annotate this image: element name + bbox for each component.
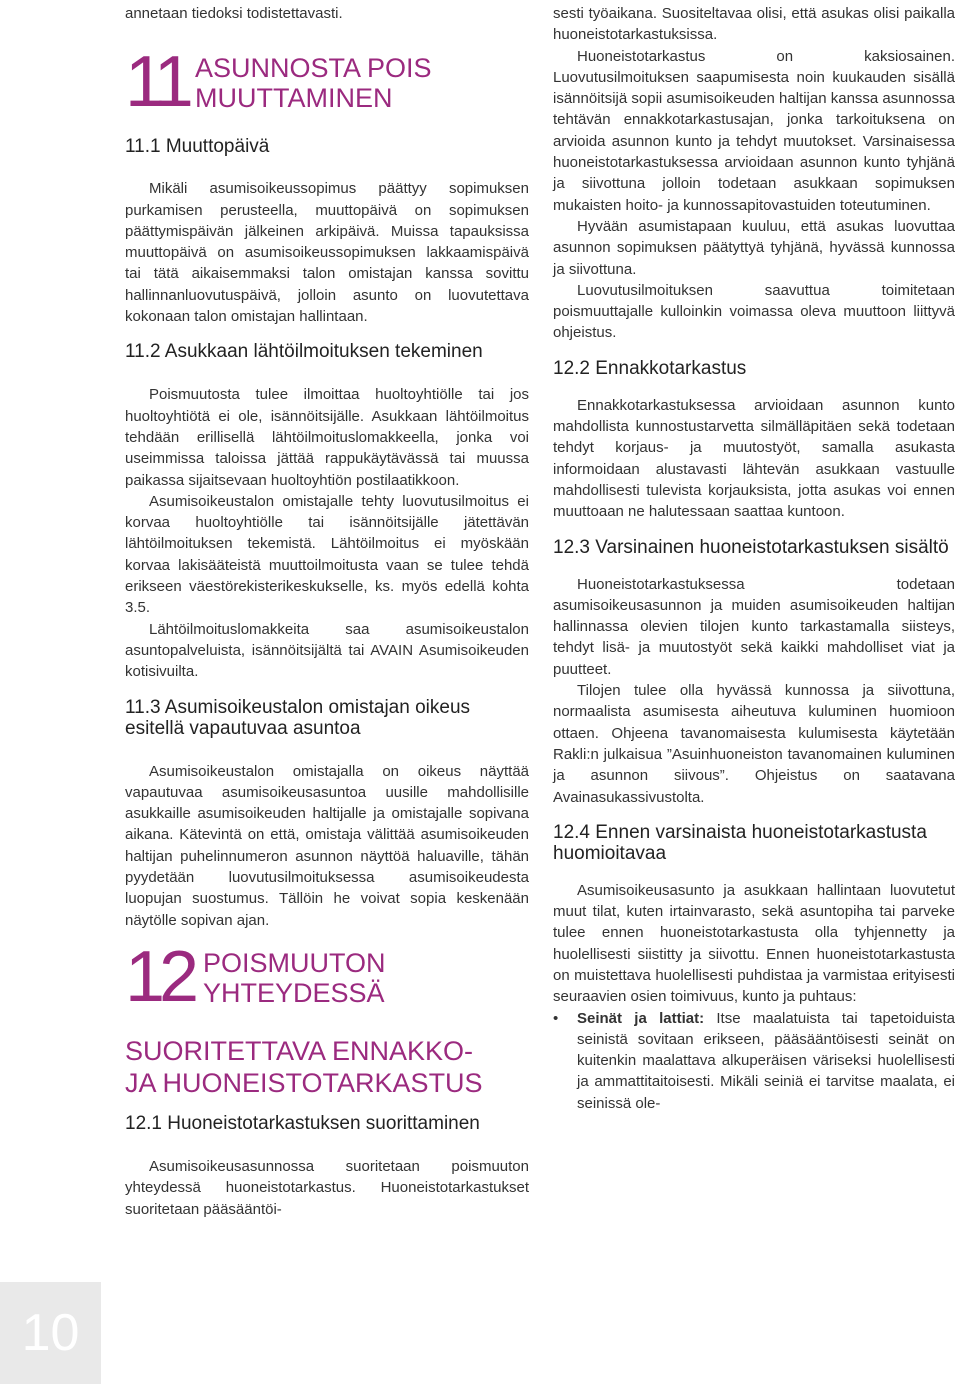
section-heading-11-3: 11.3 Asumisoikeustalon omistajan oikeus esitellä vapautuvaa asuntoa (125, 696, 471, 739)
left-column (125, 0, 529, 1220)
list-item-text: Itse maalatuista tai tapetoiduista seinistä sovitaan erikseen, pääsääntöisesti seinät on kuitenkin maalattava alkuperäisen väriseksi huolellisesti ja ammattitaitoisesti. Mikäli seiniä ei tarvitse maalata, ei seinissä ole- (577, 1009, 956, 1112)
paragraph-continued: sesti työaikana. Suositeltavaa olisi, että asukas olisi paikalla huoneistotarkastuksissa. (553, 5, 955, 44)
section-heading-11-1: 11.1 Muuttopäivä (125, 136, 270, 158)
section-heading-11-2: 11.2 Asukkaan lähtöilmoituksen tekeminen (125, 341, 483, 363)
chapter-12-heading (125, 936, 529, 1031)
section-heading-12-2: 12.2 Ennakkotarkastus (553, 357, 747, 379)
chapter-number: 12 (125, 936, 194, 1017)
intro-text: annetaan tiedoksi todistettavasti. (125, 5, 343, 22)
right-column (553, 0, 955, 1114)
section-heading-12-4: 12.4 Ennen varsinaista huoneistotarkastusta huomioitavaa (553, 821, 927, 864)
chapter-number: 11 (125, 42, 188, 123)
paragraph: Asumisoikeusasunto ja asukkaan hallintaan luovutetut muut tilat, kuten irtainvarasto, sekä asuntopiha tai parveke tulee ennen huoneistotarkastusta olla tyhjennetty ja huolellisesti siistitty ja siivottu. Ennen huoneistotarkastusta on muistettava huolellisesti puhdistaa ja varmistaa erityisesti seuraavien osien toimivuus, kunto ja puhtaus: (553, 881, 955, 1006)
paragraph: Luovutusilmoituksen saavuttua toimitetaan poismuuttajalle kulloinkin voimassa oleva muuttoon liittyvä ohjeistus. (553, 281, 955, 342)
chapter-title-line: MUUTTAMINEN (195, 83, 393, 114)
paragraph: Huoneistotarkastus on kaksiosainen. Luovutusilmoituksen saapumisesta noin kuukauden sisällä isännöitsijä sopii asumisoikeuden haltijan kanssa asunnossa tehtävän ennakkotarkastusajan, jonka tarkoituksena on arvioida asunnon kunto ja tehdyt muutokset. Varsinaisessa huoneistotarkastuksessa arvioidaan asunnon kunto tyhjänä ja siivottuna jolloin todetaan asukkaan sopimuksen mukaisten hoito- ja kunnossapitovastuiden toteutuminen. (553, 47, 955, 214)
section-heading-12-1: 12.1 Huoneistotarkastuksen suorittaminen (125, 1112, 480, 1134)
section-heading-12-3: 12.3 Varsinainen huoneistotarkastuksen sisältö (553, 536, 949, 558)
page-number: 10 (21, 1304, 80, 1362)
paragraph: Asumisoikeustalon omistajalla on oikeus näyttää vapautuvaa asumisoikeusasuntoa uusille mahdollisille asukkaille asumisoikeuden haltijalle ja omistajalle sopivana aikana. Kätevintä on että, omistaja välittää asumisoikeuden haltijan puhelinnumeron asunnon näyttöä haluaville, tähän pyydetään luovutusilmoituksessa asumisoikeudesta luopujan suostumus. Tällöin he voivat sopia keskenään näytölle sopivan ajan. (125, 762, 529, 929)
chapter-title (195, 53, 432, 113)
list-item-label: Seinät ja lattiat: (577, 1009, 705, 1027)
paragraph: Asumisoikeusasunnossa suoritetaan poismuuton yhteydessä huoneistotarkastus. Huoneistotarkastukset suoritetaan pääsääntöi- (125, 1157, 529, 1218)
paragraph: Tilojen tulee olla hyvässä kunnossa ja siivottuna, normaalista asumisesta aiheutuva kuluminen huomioon ottaen. Ohjeena tavanomaisesta kulumisesta käytetään Rakli:n julkaisua ”Asuinhuoneiston tavanomainen kuluminen ja asunnon siivous”. Ohjeistus on saatavana Avainasukassivustolta. (553, 682, 955, 806)
paragraph: Hyvään asumistapaan kuuluu, että asukas luovuttaa asunnon sopimuksen päätyttyä tyhjänä, hyvässä kunnossa ja siivottuna. (553, 217, 955, 278)
chapter-title-line: SUORITETTAVA ENNAKKO- (125, 1035, 474, 1066)
paragraph: Huoneistotarkastuksessa todetaan asumisoikeusasunnon ja muiden asumisoikeuden haltijan hallinnassa olevien tilojen kunto tarkastamalla siisteys, tehdyt lisä- ja muutostyöt sekä kaikki mahdolliset viat ja puutteet. (553, 575, 955, 678)
paragraph: Lähtöilmoituslomakkeita saa asumisoikeustalon asuntopalveluista, isännöitsijältä tai AVAIN Asumisoikeuden kotisivuilta. (125, 620, 529, 681)
chapter-title (203, 948, 386, 1008)
chapter-title-line: POISMUUTON (203, 947, 386, 978)
chapter-title-line: ASUNNOSTA POIS (195, 53, 432, 84)
paragraph: Mikäli asumisoikeussopimus päättyy sopimuksen purkamisen perusteella, muuttopäivä on sopimuksen päättymispäivän jälkeinen arkipäivä. Muissa tapauksissa muuttopäivä on asumisoikeussopimuksen lakkaamispäivä tai tätä aikaisemmaksi talon omistajan kanssa sovittu hallinnanluovutuspäivä, jolloin asunto on luovutettava kokonaan talon omistajan hallintaan. (125, 180, 529, 326)
paragraph: Poismuutosta tulee ilmoittaa huoltoyhtiölle tai jos huoltoyhtiötä ei ole, isännöitsijälle. Asukkaan lähtöilmoitus tehdään erillisellä lähtöilmoituslomakkeella, jonka voi useimmissa taloissa jättää rappukäytävässä tai muussa paikassa sijaitsevaan huoltoyhtiön postilaatikkoon. (125, 386, 529, 489)
paragraph: Asumisoikeustalon omistajalle tehty luovutusilmoitus ei korvaa huoltoyhtiölle tai isännöitsijälle jätettävän lähtöilmoituksen tekemistä. Lähtöilmoitus ei myöskään korvaa lakisääteistä muuttoilmoitusta vaan se tulee tehdä erikseen väestörekisterikeskukselle, ks. myös edellä kohta 3.5. (125, 492, 529, 617)
paragraph: Ennakkotarkastuksessa arvioidaan asunnon kunto mahdollista kunnostustarvetta silmälläpitäen sekä todetaan tehdyt korjaus- ja muutostyöt, samalla asukasta informoidaan alustavasti lähtevän asukkaan vastuulle mahdollisesti tulevista korjauksista, jotta asukas voi ennen muuttoaan ne halutessaan saattaa kuntoon. (553, 396, 955, 521)
chapter-title-line: JA HUONEISTOTARKASTUS (125, 1067, 483, 1098)
page-number-box (0, 1282, 101, 1384)
chapter-11-heading (125, 42, 529, 130)
chapter-title-continued (125, 1035, 529, 1099)
chapter-title-line: YHTEYDESSÄ (203, 977, 385, 1008)
bullet-list (553, 1008, 955, 1114)
list-item (553, 1008, 955, 1114)
